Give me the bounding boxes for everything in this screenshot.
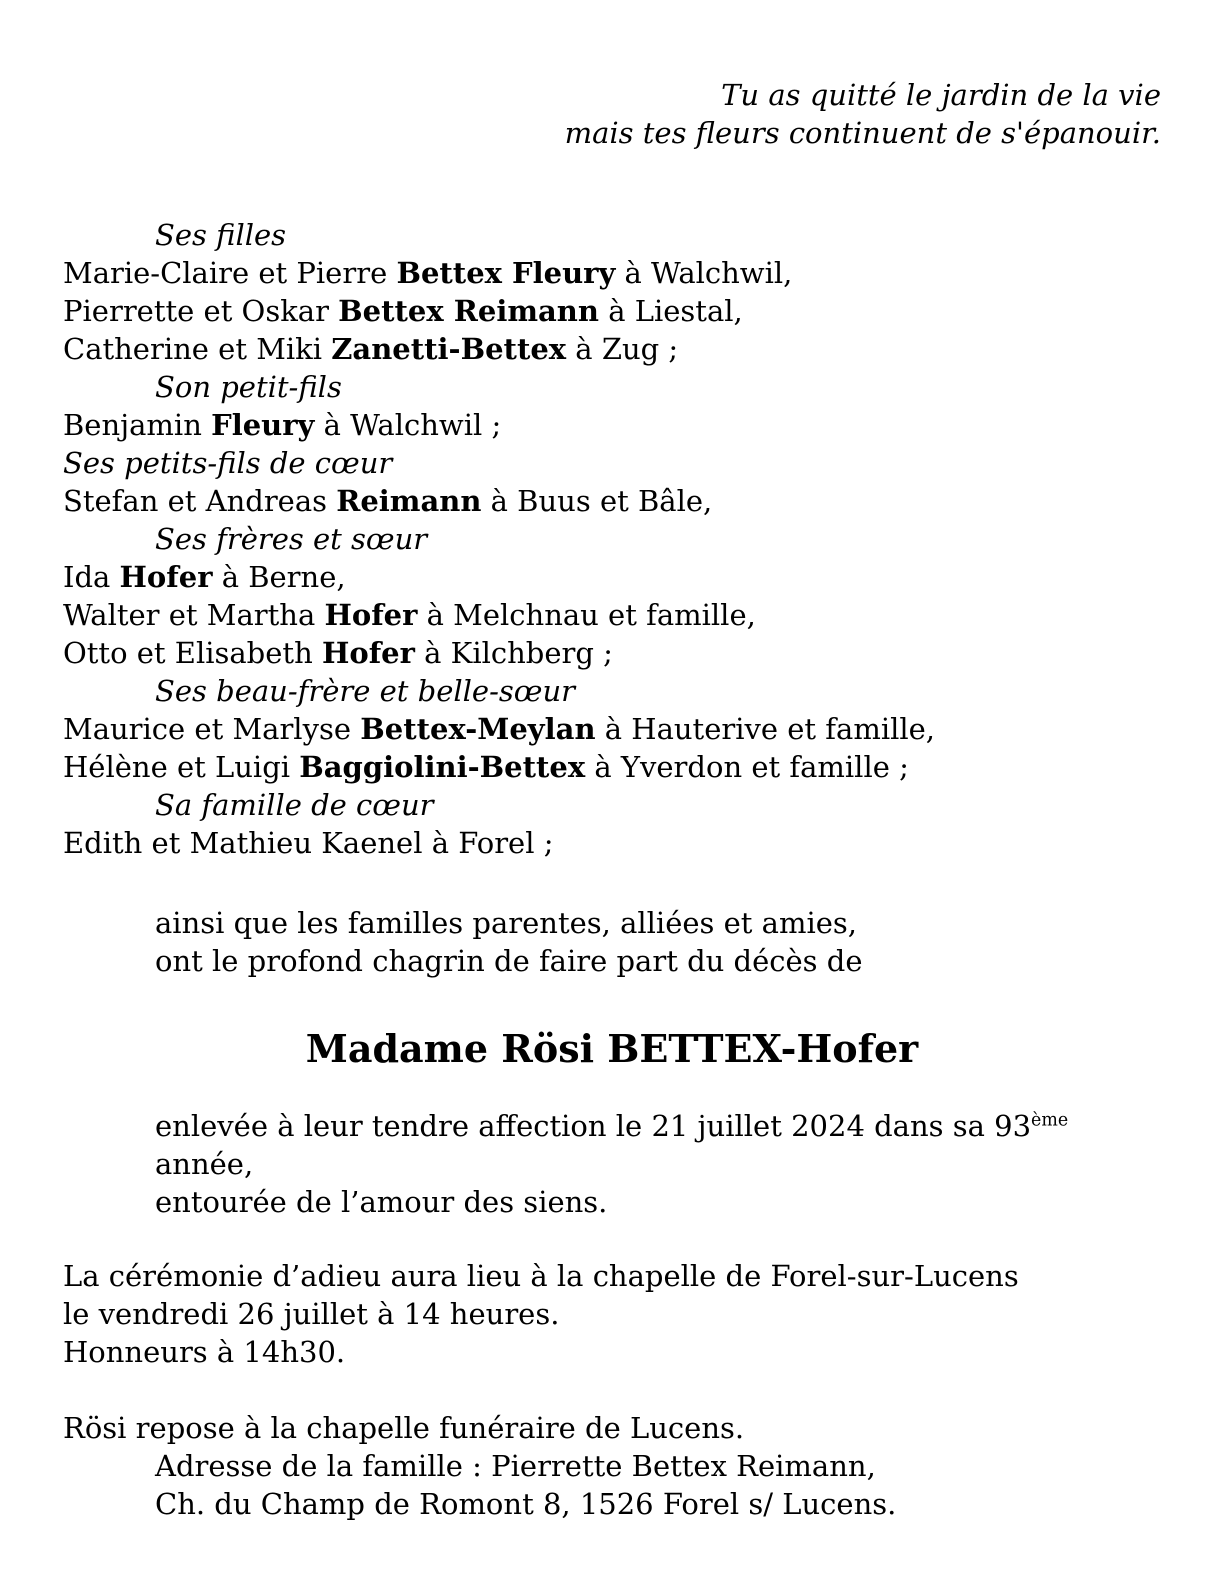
text-line: La cérémonie d’adieu aura lieu à la chapelle de Forel-sur-Lucens (63, 1259, 1019, 1293)
text-line: le vendredi 26 juillet à 14 heures. (63, 1297, 560, 1331)
family-line: Catherine et Miki Zanetti-Bettex à Zug ; (63, 332, 679, 366)
family-line: Stefan et Andreas Reimann à Buus et Bâle, (63, 484, 713, 518)
death-details-paragraph (63, 1107, 1161, 1221)
text-line: Ch. du Champ de Romont 8, 1526 Forel s/ Lucens. (155, 1487, 897, 1521)
family-line: Maurice et Marlyse Bettex-Meylan à Hauterive et famille, (63, 712, 936, 746)
family-line: Benjamin Fleury à Walchwil ; (63, 408, 502, 442)
family-address (63, 1447, 1161, 1523)
family-line: Ida Hofer à Berne, (63, 560, 346, 594)
family-line: Hélène et Luigi Baggiolini-Bettex à Yverdon et famille ; (63, 750, 909, 784)
family-line: Pierrette et Oskar Bettex Reimann à Liestal, (63, 294, 743, 328)
ceremony-paragraph (63, 1257, 1161, 1371)
family-line: entourée de l’amour des siens. (155, 1185, 608, 1219)
epigraph-quote (63, 76, 1161, 152)
text-line: ont le profond chagrin de faire part du décès de (155, 944, 863, 978)
text-line: mais tes fleurs continuent de s'épanouir. (564, 116, 1161, 150)
relation-heading: Ses frères et sœur (155, 522, 428, 556)
repose-section (63, 1409, 1161, 1523)
family-list (63, 216, 1161, 862)
relation-heading: Ses filles (155, 218, 287, 252)
announcement-paragraph (63, 904, 1161, 980)
family-line: Edith et Mathieu Kaenel à Forel ; (63, 826, 554, 860)
text-line: Adresse de la famille : Pierrette Bettex Reimann, (155, 1449, 876, 1483)
family-line: Walter et Martha Hofer à Melchnau et famille, (63, 598, 756, 632)
text-line: Honneurs à 14h30. (63, 1335, 346, 1369)
relation-heading: Sa famille de cœur (155, 788, 434, 822)
family-line: Otto et Elisabeth Hofer à Kilchberg ; (63, 636, 613, 670)
family-line: Marie-Claire et Pierre Bettex Fleury à Walchwil, (63, 256, 793, 290)
repose-line: Rösi repose à la chapelle funéraire de Lucens. (63, 1411, 745, 1445)
relation-heading: Ses beau-frère et belle-sœur (155, 674, 575, 708)
text-line: Tu as quitté le jardin de la vie (721, 78, 1161, 112)
relation-heading: Ses petits-fils de cœur (63, 446, 393, 480)
deceased-name: Madame Rösi BETTEX-Hofer (305, 1026, 919, 1071)
relation-heading: Son petit-fils (155, 370, 342, 404)
family-line: enlevée à leur tendre affection le 21 juillet 2024 dans sa 93ème année, (155, 1109, 1078, 1181)
text-line: ainsi que les familles parentes, alliées et amies, (155, 906, 857, 940)
